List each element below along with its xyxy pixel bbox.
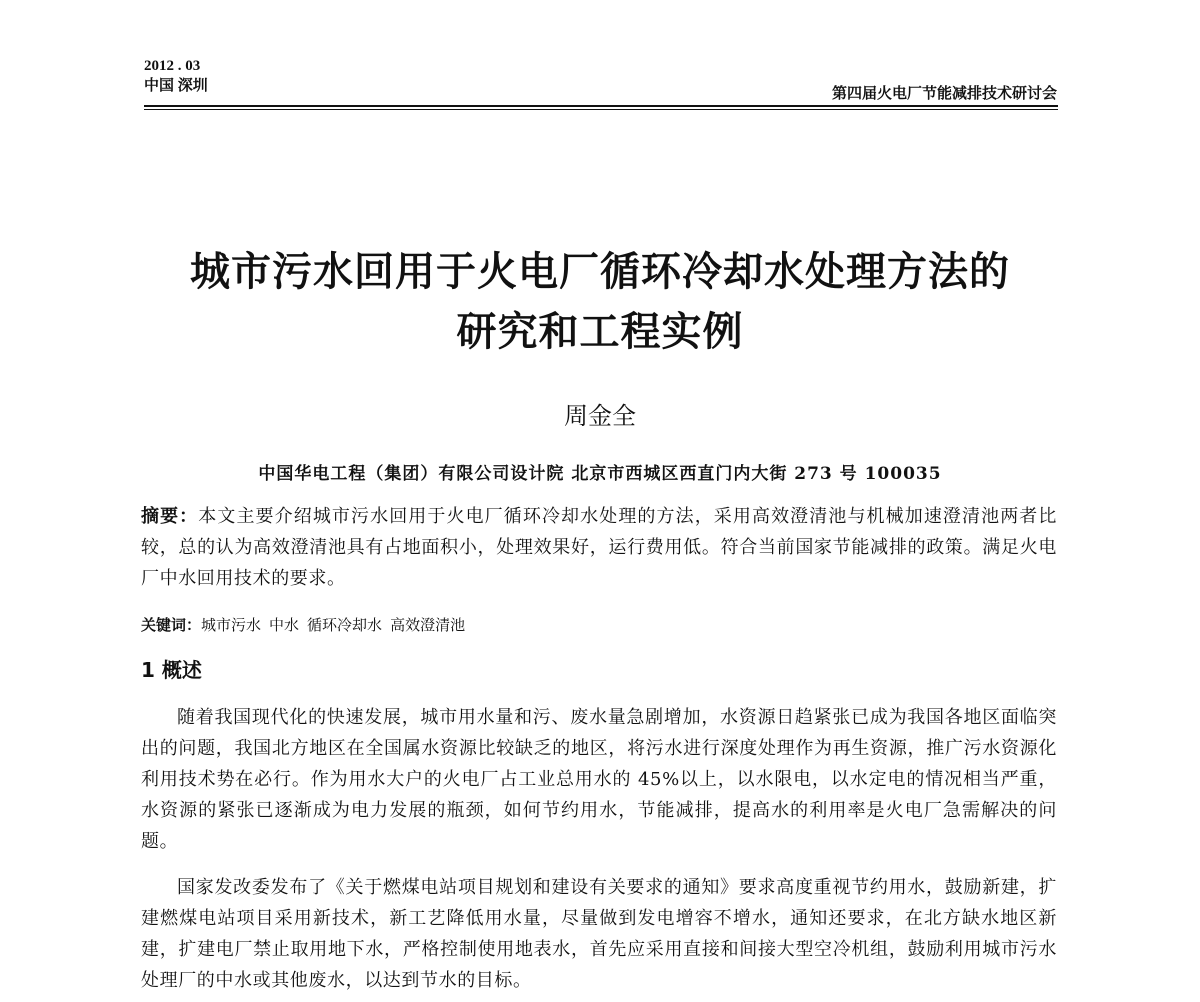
section-heading: 1 概述 — [141, 658, 202, 682]
keywords-label: 关键词： — [141, 616, 202, 634]
body-paragraph: 国家发改委发布了《关于燃煤电站项目规划和建设有关要求的通知》要求高度重视节约用水，鼓励新建，扩建燃煤电站项目采用新技术，新工艺降低用水量，尽量做到发电增容不增水，通知还要求，在北方缺水地区新建，扩建电厂禁止取用地下水，严格控制使用地表水，首先应采用直接和间接大型空冷机组，鼓励利用城市污水处理厂的中水或其他废水，以达到节水的目标。 — [141, 877, 1057, 991]
abstract — [141, 501, 1057, 594]
title-line-2: 研究和工程实例 — [456, 309, 744, 355]
keyword: 城市污水 — [201, 616, 262, 634]
header-rule — [144, 105, 1058, 107]
keywords — [141, 614, 473, 635]
header-rule-thin — [144, 109, 1058, 110]
keyword: 高效澄清池 — [390, 616, 466, 634]
body-paragraph: 随着我国现代化的快速发展，城市用水量和污、废水量急剧增加，水资源日趋紧张已成为我国各地区面临突出的问题，我国北方地区在全国属水资源比较缺乏的地区，将污水进行深度处理作为再生资源，推广污水资源化利用技术势在必行。作为用水大户的火电厂占工业总用水的 45%以上，以水限电，以水定电的情况相当严重，水资源的紧张已逐渐成为电力发展的瓶颈，如何节约用水，节能减排，提高水的利用率是火电厂急需解决的问题。 — [141, 707, 1057, 852]
header-left — [144, 56, 208, 96]
keyword: 中水 — [269, 616, 300, 634]
author: 周金全 — [564, 402, 636, 430]
abstract-label: 摘要： — [141, 506, 199, 527]
affiliation: 中国华电工程（集团）有限公司设计院 北京市西城区西直门内大街 273 号 100035 — [258, 464, 942, 484]
header-date: 2012 . 03 — [144, 58, 201, 74]
title-line-1: 城市污水回用于火电厂循环冷却水处理方法的 — [190, 249, 1010, 295]
keyword: 循环冷却水 — [307, 616, 383, 634]
header-location: 中国 深圳 — [144, 78, 208, 94]
paper-title — [100, 242, 1100, 362]
abstract-text: 本文主要介绍城市污水回用于火电厂循环冷却水处理的方法，采用高效澄清池与机械加速澄清池两者比较，总的认为高效澄清池具有占地面积小，处理效果好，运行费用低。符合当前国家节能减排的政策。满足火电厂中水回用技术的要求。 — [141, 506, 1057, 589]
header-conference: 第四届火电厂节能减排技术研讨会 — [831, 84, 1057, 102]
